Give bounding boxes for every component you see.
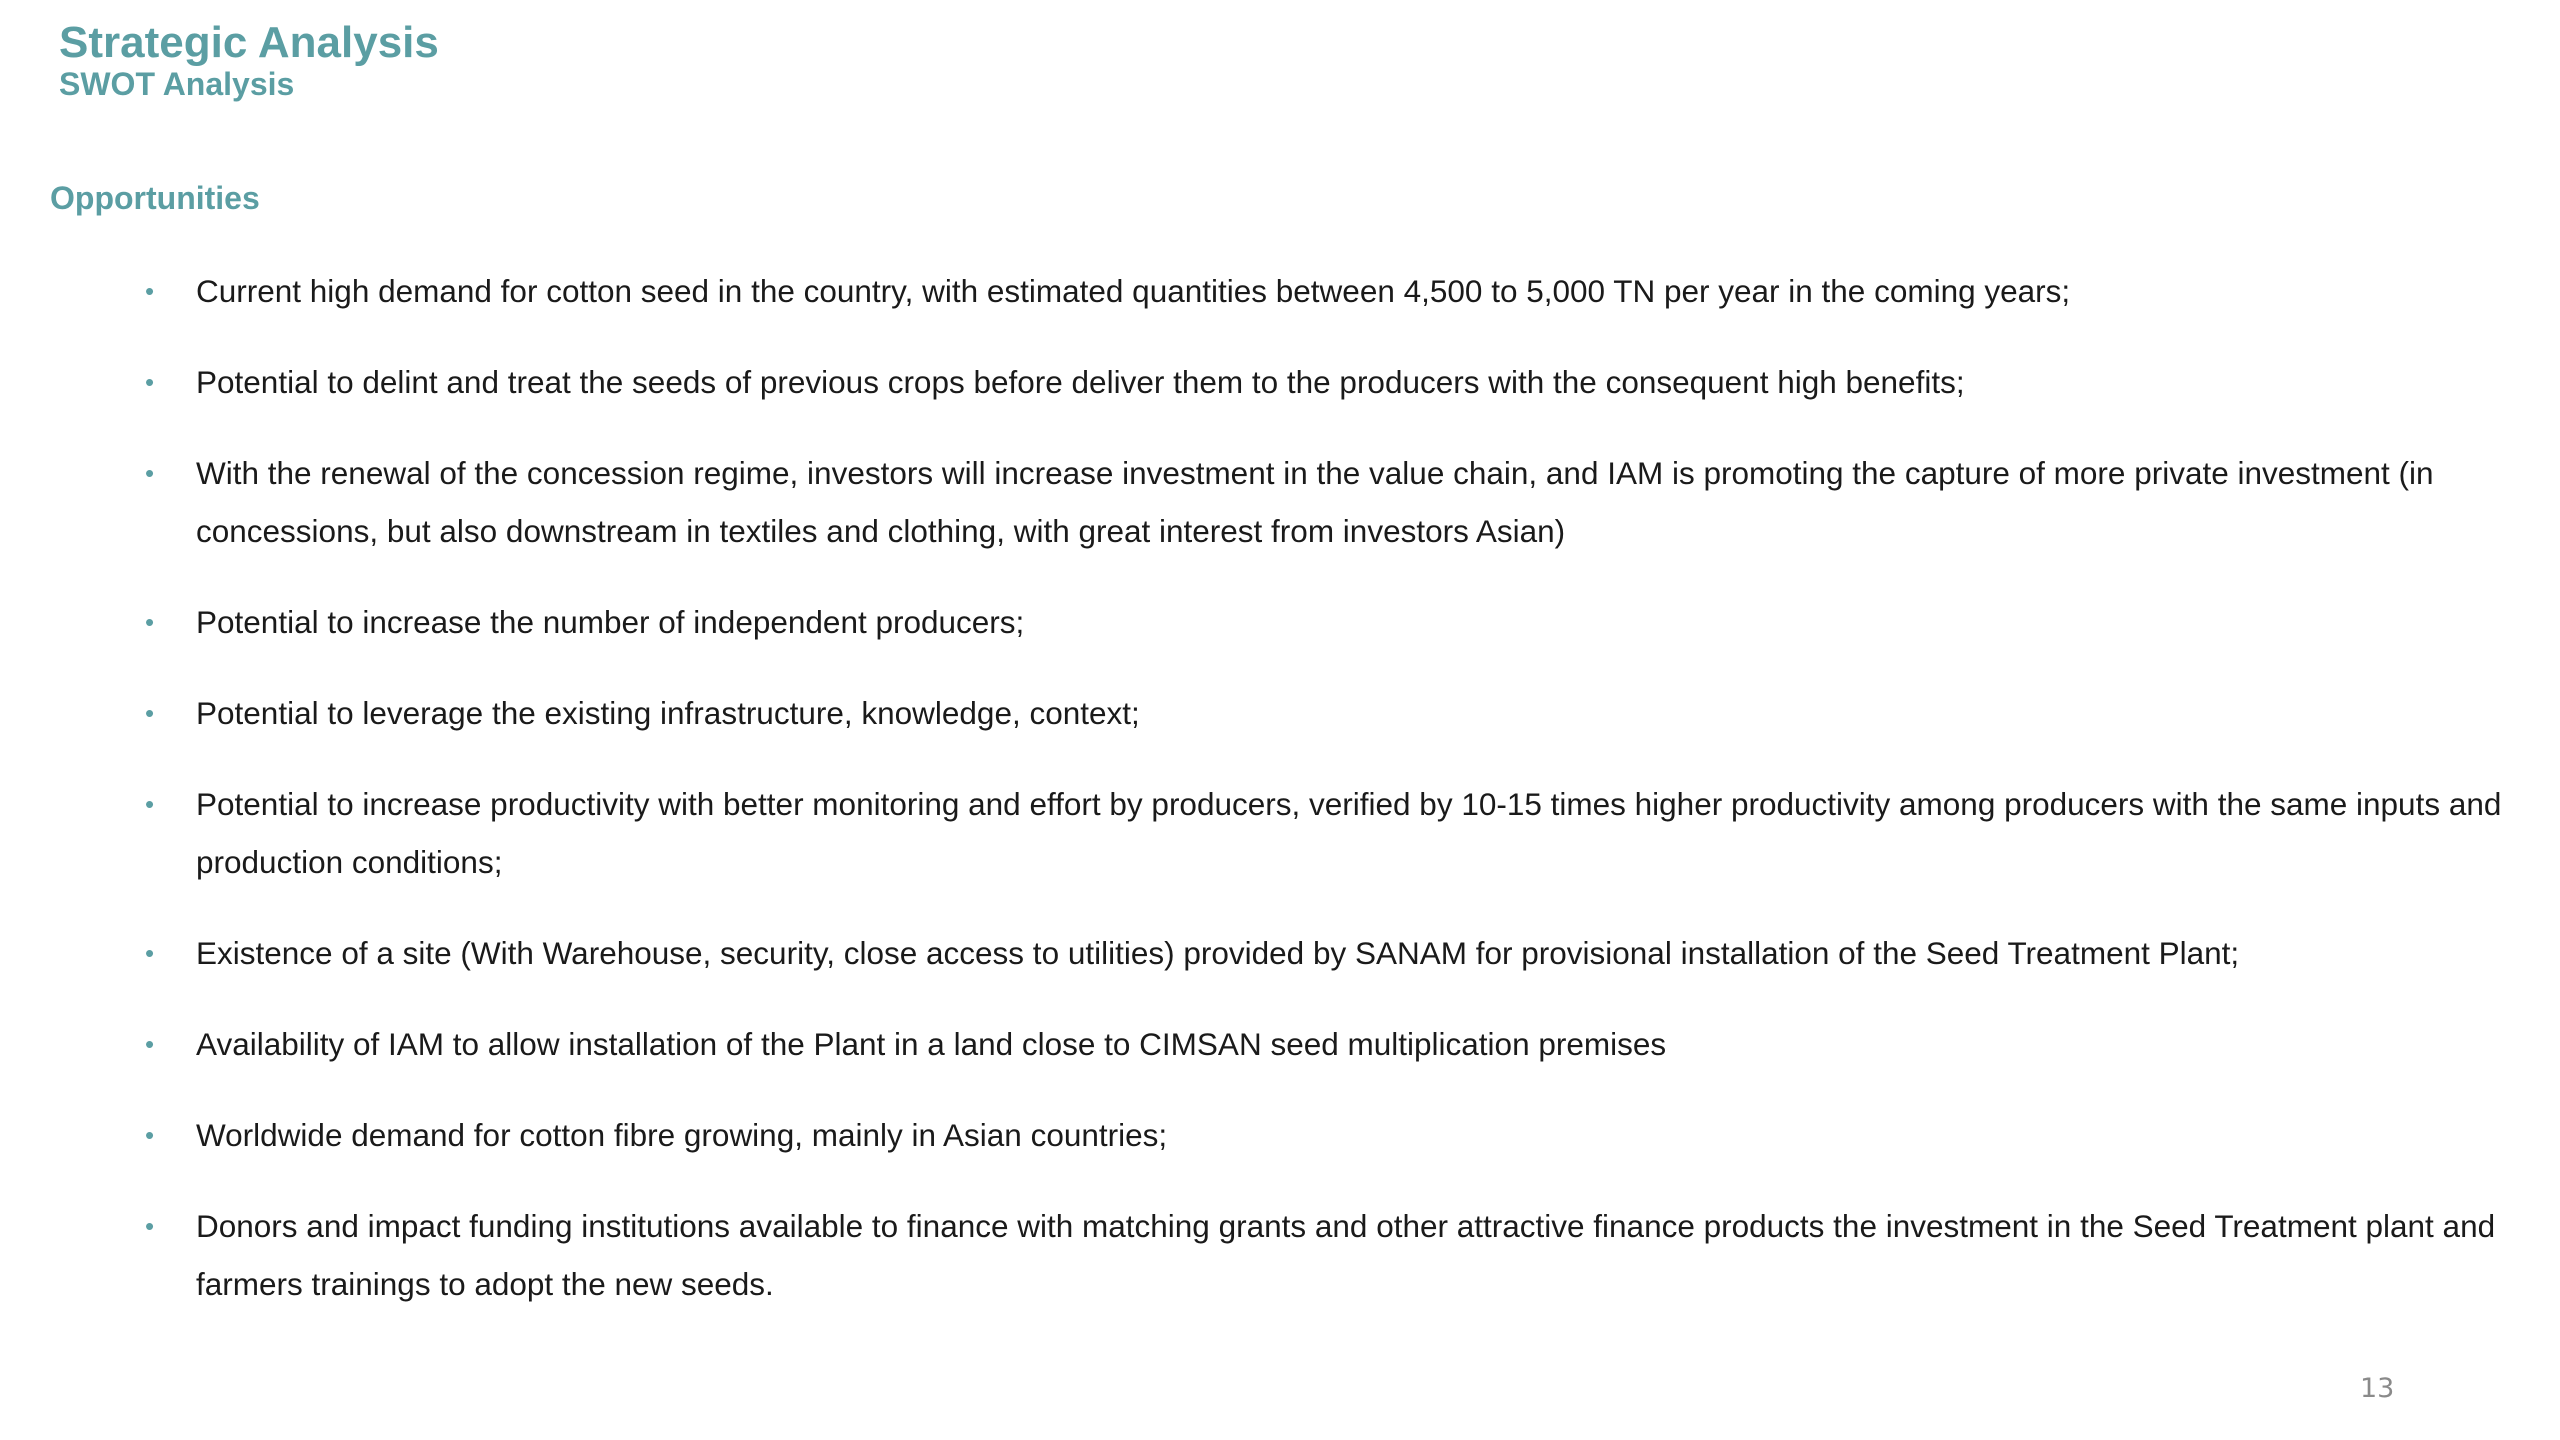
bullet-icon: • <box>145 458 155 488</box>
slide-subtitle: SWOT Analysis <box>59 66 295 102</box>
bullet-icon: • <box>145 607 155 637</box>
list-item <box>140 775 2510 891</box>
list-item-text: Availability of IAM to allow installation of the Plant in a land close to CIMSAN seed multiplication premises <box>196 1026 1667 1062</box>
bullet-icon: • <box>145 789 155 819</box>
bullet-icon: • <box>145 276 155 306</box>
list-item <box>140 262 2510 320</box>
list-item <box>140 1197 2510 1313</box>
page-number: 13 <box>2360 1373 2395 1404</box>
list-item <box>140 444 2510 560</box>
list-item-text: Existence of a site (With Warehouse, security, close access to utilities) provided by SANAM for provisional installation of the Seed Treatment Plant; <box>196 935 2240 971</box>
bullet-icon: • <box>145 1029 155 1059</box>
bullet-icon: • <box>145 1211 155 1241</box>
list-item <box>140 353 2510 411</box>
bullet-icon: • <box>145 938 155 968</box>
list-item-text: Current high demand for cotton seed in the country, with estimated quantities between 4,500 to 5,000 TN per year in the coming years; <box>196 273 2071 309</box>
list-item-text: With the renewal of the concession regime, investors will increase investment in the value chain, and IAM is promoting the capture of more private investment (in concessions, but also downstream in textiles and clothing, with great interest from investors Asian) <box>196 455 2434 549</box>
list-item <box>140 1106 2510 1164</box>
list-item <box>140 593 2510 651</box>
list-item <box>140 1015 2510 1073</box>
list-item-text: Potential to delint and treat the seeds of previous crops before deliver them to the producers with the consequent high benefits; <box>196 364 1965 400</box>
list-item-text: Potential to leverage the existing infrastructure, knowledge, context; <box>196 695 1140 731</box>
opportunities-list <box>140 262 2510 1346</box>
list-item <box>140 924 2510 982</box>
list-item-text: Potential to increase productivity with better monitoring and effort by producers, verified by 10-15 times higher productivity among producers with the same inputs and production conditions; <box>196 786 2502 880</box>
slide-title: Strategic Analysis <box>59 18 439 67</box>
list-item-text: Potential to increase the number of independent producers; <box>196 604 1025 640</box>
list-item-text: Donors and impact funding institutions available to finance with matching grants and other attractive finance products the investment in the Seed Treatment plant and farmers trainings to adopt the new seeds. <box>196 1208 2496 1302</box>
list-item-text: Worldwide demand for cotton fibre growing, mainly in Asian countries; <box>196 1117 1168 1153</box>
bullet-icon: • <box>145 367 155 397</box>
bullet-icon: • <box>145 1120 155 1150</box>
bullet-icon: • <box>145 698 155 728</box>
section-heading-opportunities: Opportunities <box>50 180 260 216</box>
list-item <box>140 684 2510 742</box>
